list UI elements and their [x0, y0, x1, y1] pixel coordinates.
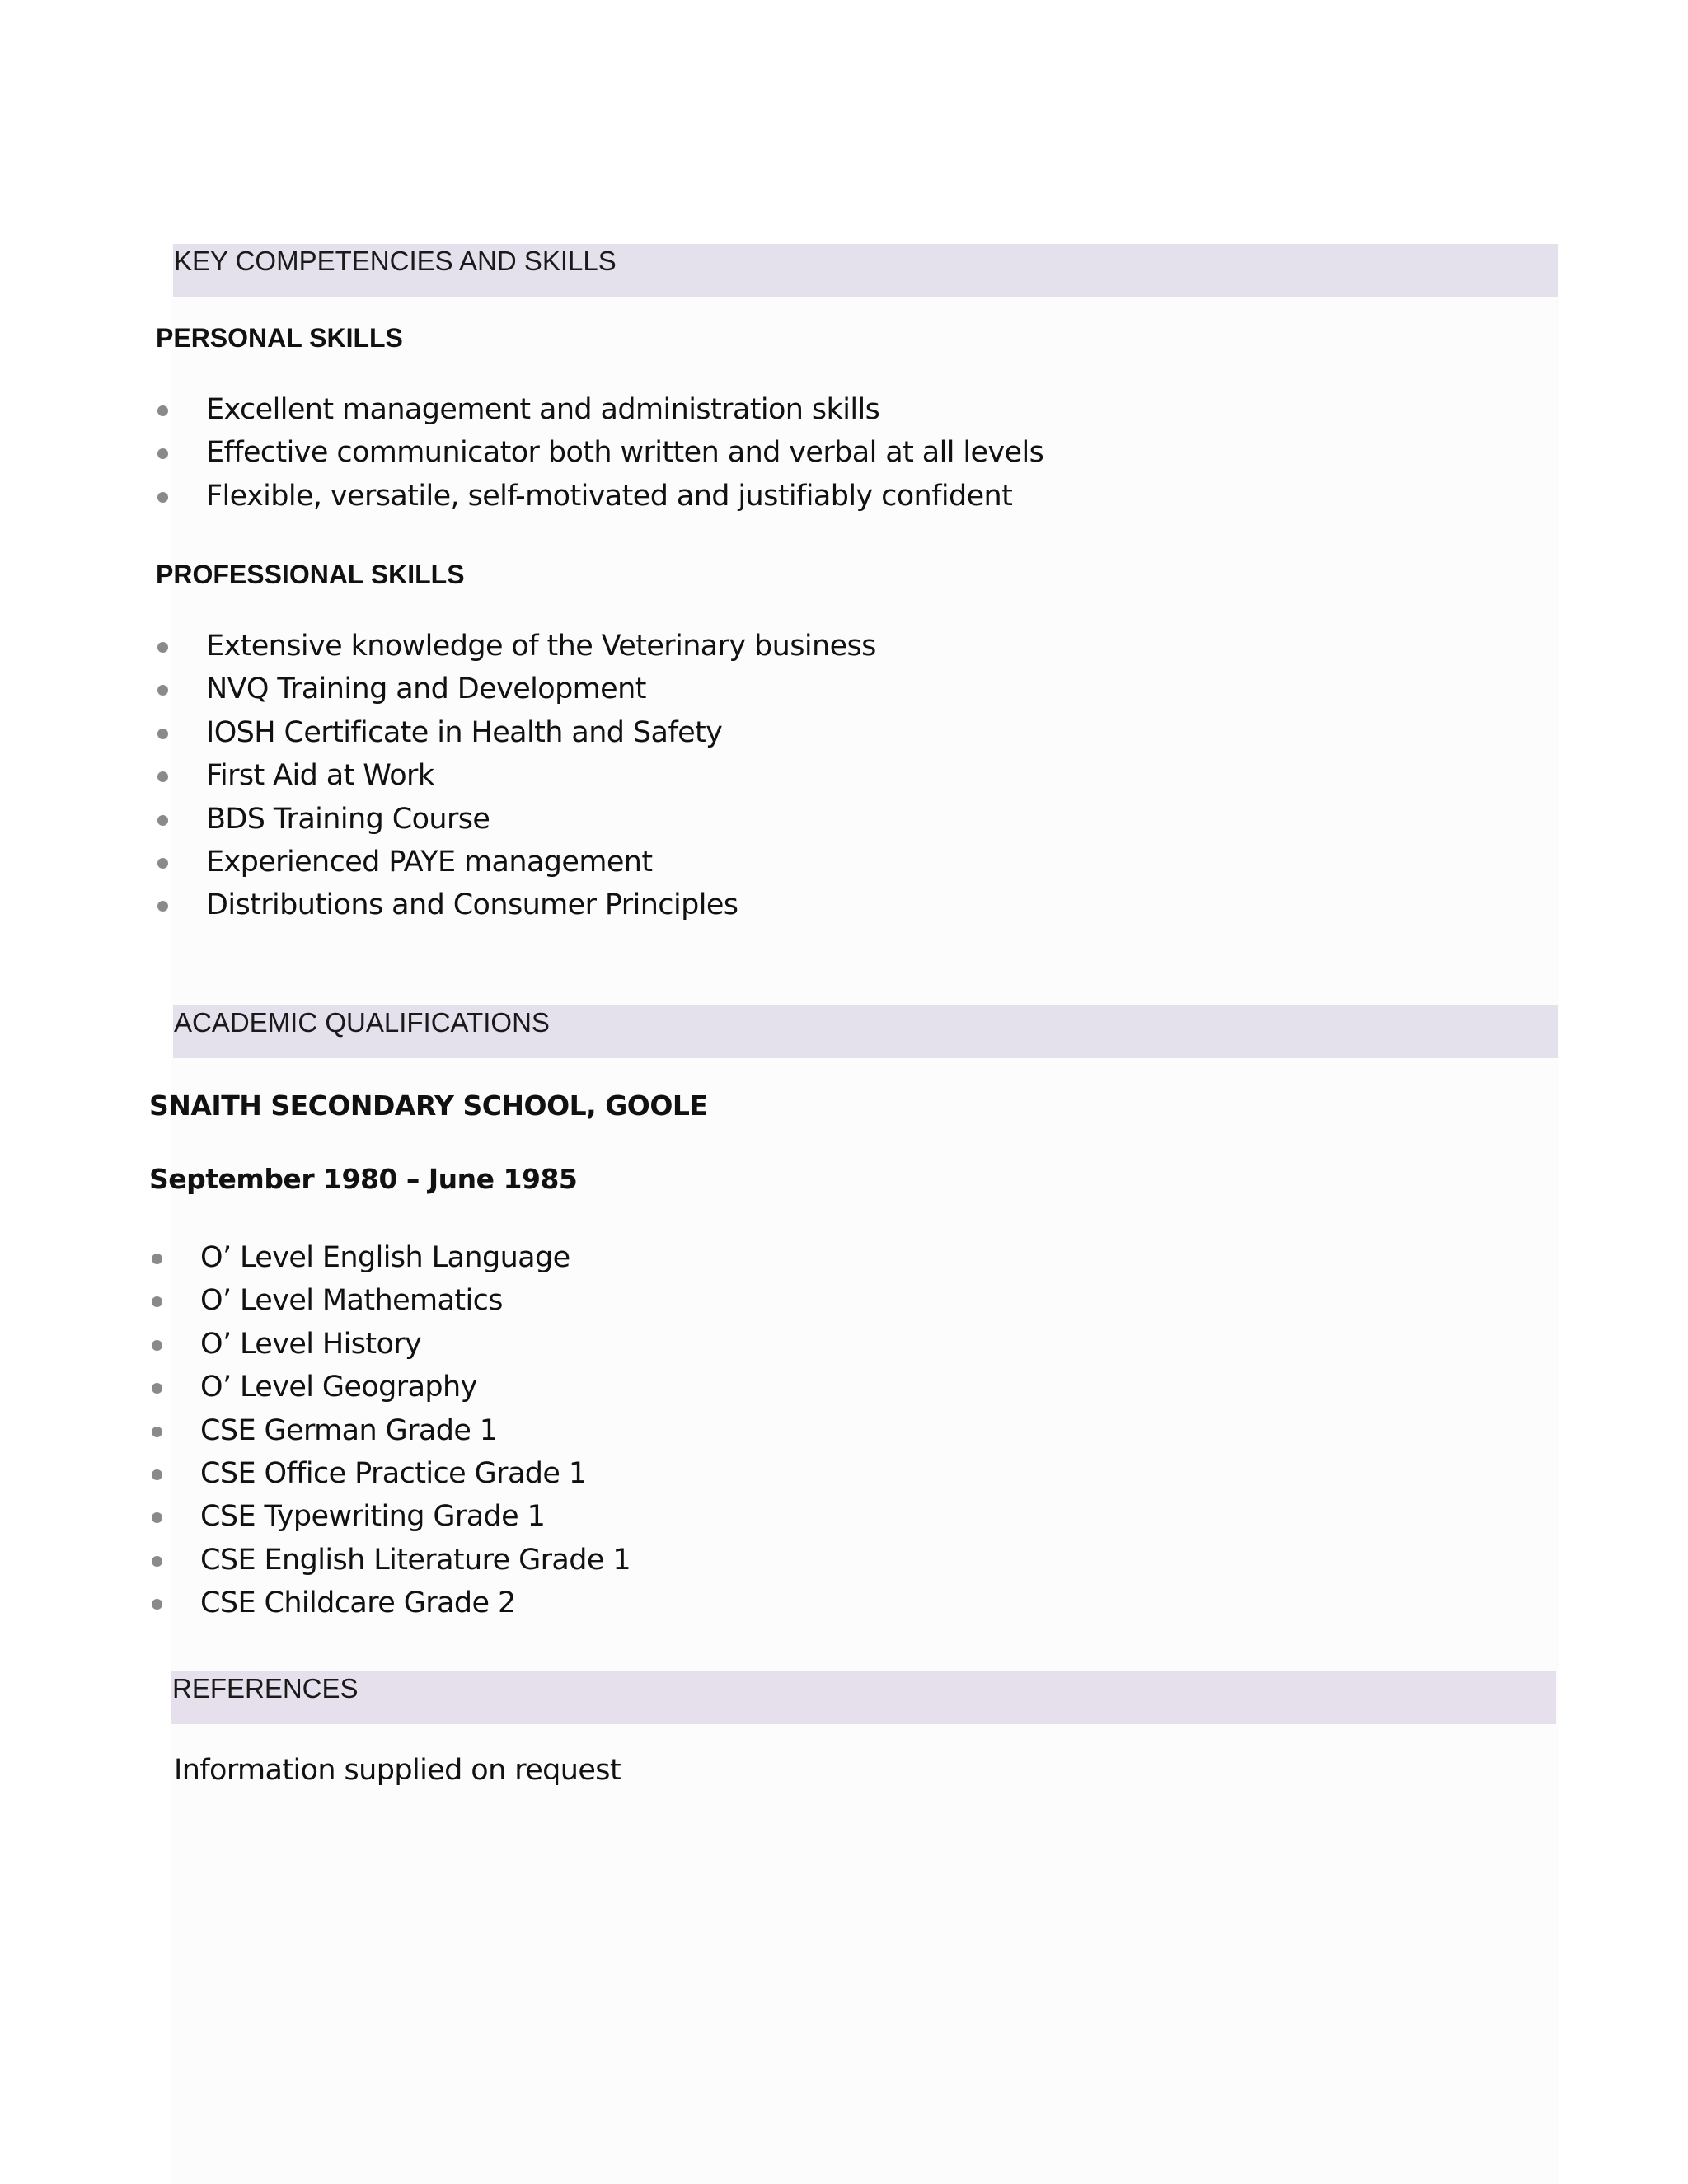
bullet-icon [157, 815, 168, 826]
list-item-text: O’ Level History [200, 1327, 422, 1361]
section-title-references: REFERENCES [172, 1673, 359, 1704]
personal-skills-heading: PERSONAL SKILLS [156, 323, 403, 353]
section-title-key-competencies: KEY COMPETENCIES AND SKILLS [174, 246, 617, 276]
list-item-text: CSE English Literature Grade 1 [200, 1543, 631, 1577]
bullet-icon [157, 901, 168, 912]
list-item-text: First Aid at Work [206, 759, 434, 793]
bullet-icon [157, 729, 168, 739]
school-dates: September 1980 – June 1985 [149, 1163, 578, 1195]
bullet-icon [152, 1427, 162, 1437]
list-item-text: NVQ Training and Development [206, 673, 646, 706]
page-panel [171, 244, 1559, 2184]
bullet-icon [152, 1599, 162, 1610]
bullet-icon [152, 1383, 162, 1394]
bullet-icon [152, 1254, 162, 1264]
bullet-icon [157, 685, 168, 696]
list-item-text: O’ Level Mathematics [200, 1284, 503, 1318]
list-item-text: CSE Office Practice Grade 1 [200, 1456, 587, 1490]
professional-skills-heading: PROFESSIONAL SKILLS [156, 560, 465, 589]
list-item-text: Effective communicator both written and verbal at all levels [206, 436, 1044, 470]
list-item-text: CSE German Grade 1 [200, 1413, 498, 1447]
bullet-icon [157, 771, 168, 782]
section-header-academic [173, 1005, 1558, 1058]
section-header-references [171, 1671, 1556, 1724]
list-item-text: Excellent management and administration skills [206, 393, 880, 426]
references-text: Information supplied on request [174, 1754, 621, 1787]
bullet-icon [157, 405, 168, 416]
section-title-academic: ACADEMIC QUALIFICATIONS [174, 1007, 550, 1038]
bullet-icon [152, 1556, 162, 1567]
list-item-text: Experienced PAYE management [206, 845, 653, 879]
list-item-text: BDS Training Course [206, 802, 490, 836]
bullet-icon [152, 1469, 162, 1480]
school-name: SNAITH SECONDARY SCHOOL, GOOLE [149, 1090, 708, 1122]
bullet-icon [152, 1512, 162, 1523]
bullet-icon [152, 1340, 162, 1351]
list-item-text: CSE Typewriting Grade 1 [200, 1500, 546, 1534]
list-item-text: Flexible, versatile, self-motivated and justifiably confident [206, 479, 1013, 513]
list-item-text: Distributions and Consumer Principles [206, 888, 738, 922]
list-item-text: Extensive knowledge of the Veterinary business [206, 630, 876, 663]
bullet-icon [157, 642, 168, 653]
bullet-icon [157, 492, 168, 503]
bullet-icon [152, 1296, 162, 1307]
list-item-text: O’ Level Geography [200, 1371, 477, 1404]
list-item-text: IOSH Certificate in Health and Safety [206, 715, 723, 749]
bullet-icon [157, 858, 168, 869]
bullet-icon [157, 448, 168, 459]
section-header-key-competencies [173, 244, 1558, 297]
list-item-text: CSE Childcare Grade 2 [200, 1586, 516, 1620]
list-item-text: O’ Level English Language [200, 1241, 570, 1274]
